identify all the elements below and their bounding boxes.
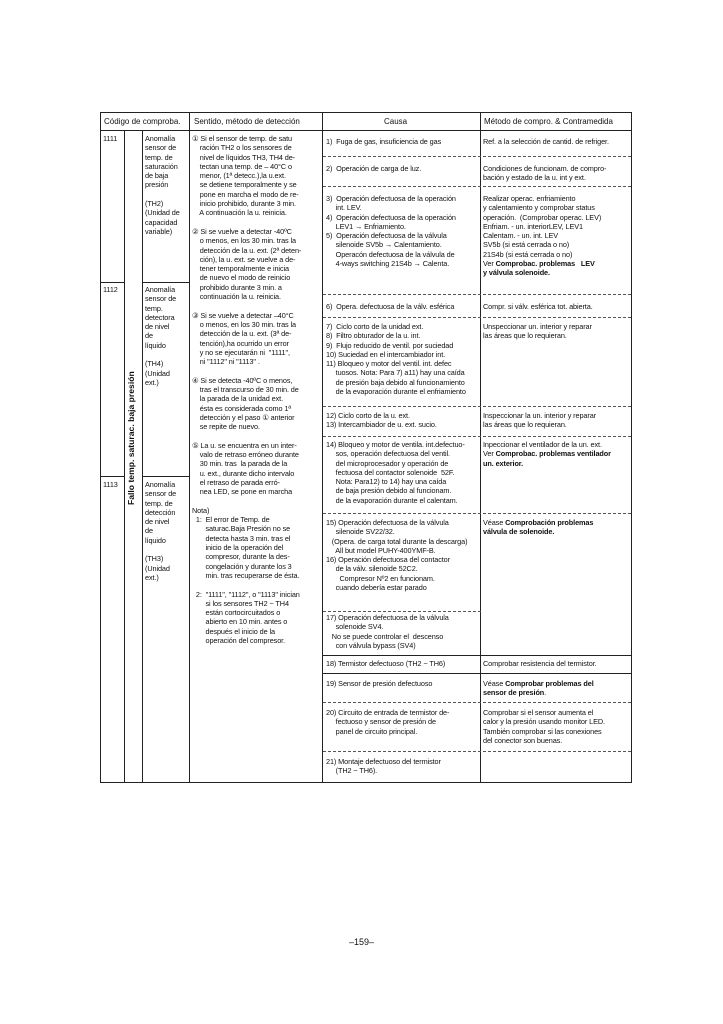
detection-text: ① Si el sensor de temp. de satu ración TH2 o los sensores de nivel de líquidos TH3, TH4 de- tectan una temp. de – 40°C o menor, (1ª detecc.),la u.ext. se detiene temporalmente y se pone en marcha el modo de re- inicio prohibido, durante 3 min. A continuación la u. reinicia. ② Si se vuelve a detectar -40ºC o menos, en los 30 min. tras la detección de la u. ext. (2ª deten- ción), la u. ext. se vuelve a de- tener temporalmente e inicia de nuevo el modo de reinicio prohibido durante 3 min. a continuación la u. reinicia. ③ Si se vuelve a detectar –40°C o menos, en los 30 min. tras la detección de la u. ext. (3ª de- tención),ha ocurrido un error y no se ejecutarán ni "1111", ni "1112" ni "1113" . ④ Si se detecta -40ºC o menos, tras el transcurso de 30 min. de la parada de la unidad ext. ésta es considerada como 1ª detección y el paso ① anterior se repite de nuevo. ⑤ La u. se encuentra en un inter- valo de retraso erróneo durante 30 min. tras la parada de la u. ext., durante dicho intervalo el retraso de parada erró- nea LED, se pone en marcha Nota) 1: El error de Temp. de saturac.Baja Presión no se detecta hasta 3 min. tras el inicio de la operación del compresor, durante la des- congelación y durante los 3 min. tras recuperarse de ésta. 2: "1111", "1112", o "1113" inician si los sensores TH2 ~ TH4 están cortocircuitados o abierto en 10 min. antes o después el inicio de la operación del compresor.	[192, 134, 302, 646]
row-separator	[323, 751, 631, 752]
divider-sense-cause	[322, 112, 323, 783]
code-1111: 1111	[103, 134, 118, 143]
method-18: Comprobar resistencia del termistor.	[483, 659, 597, 668]
method-14-text: Inpeccionar el ventilador de la un. ext. Ver	[483, 440, 602, 459]
divider-number-column	[124, 130, 125, 783]
row-separator	[323, 513, 631, 514]
header-underline	[100, 130, 632, 131]
divider-cause-method	[480, 112, 481, 783]
table-border-right	[631, 112, 632, 783]
table-border-left	[100, 112, 101, 783]
anomaly-1112: Anomalía sensor de temp. detectora de nivel de líquido (TH4) (Unidad ext.)	[145, 285, 177, 387]
row-separator	[323, 317, 631, 318]
row-separator-solid	[323, 673, 631, 674]
row-separator	[323, 611, 481, 612]
divider-side-label	[142, 130, 143, 783]
method-1: Ref. a la selección de cantid. de refriger.	[483, 137, 609, 146]
method-14-reference: Comprobac. problemas ventilador un. exterior.	[483, 449, 611, 468]
method-15-reference: Comprobación problemas válvula de solenoide.	[483, 518, 594, 537]
row-separator	[323, 186, 631, 187]
method-2: Condiciones de funcionam. de compro- bación y estado de la u. int y ext.	[483, 164, 607, 183]
method-3-text: Realizar operac. enfriamiento y calentamiento y comprobar status operación. (Comprobar operac. LEV) Enfriam. - un. interiorLEV, LEV1 Calentam. - un. int. LEV SV5b (si está cerrada o no) 21S4b (si está cerrada o no) Ver	[483, 194, 602, 269]
method-3-reference: Comprobac. problemas LEV y válvula solenoide.	[483, 259, 595, 278]
code-1112: 1112	[103, 285, 118, 294]
code-row-sep-1112-b	[142, 282, 190, 283]
page-number: –159–	[348, 937, 375, 947]
anomaly-1113: Anomalía sensor de temp. de detección de nivel de líquido (TH3) (Unidad ext.)	[145, 480, 177, 582]
side-label: Fallo temp. saturac. baja presión	[126, 371, 136, 505]
method-14	[483, 440, 611, 468]
divider-code-sense	[189, 112, 190, 783]
cause-14: 14) Bloqueo y motor de ventila. int.defectuo- sos, operación defectuosa del ventil. del microprocesador y operación de fectuosa del contactor solenoide 52F. Nota: Para12) to 14) hay una caída de baja presión debido al funcionam. de la evaporación durante el calentam.	[326, 440, 465, 505]
cause-17: 17) Operación defectuosa de la válvula solenoide SV4. No se puede controlar el descenso con válvula bypass (SV4)	[326, 613, 449, 650]
anomaly-1111: Anomalía sensor de temp. de saturación de baja presión (TH2) (Unidad de capacidad variable)	[145, 134, 180, 236]
cause-21: 21) Montaje defectuoso del termistor (TH2 ~ TH6).	[326, 757, 441, 776]
method-12: Inspeccionar la un. interior y reparar las áreas que lo requieran.	[483, 411, 597, 430]
row-separator	[323, 156, 631, 157]
cause-2: 2) Operación de carga de luz.	[326, 164, 422, 173]
row-separator	[323, 702, 631, 703]
cause-15-16: 15) Operación defectuosa de la válvula silenoide SV22/32. (Opera. de carga total durante la descarga) All but model PUHY-400YMF-B. 16) Operación defectuosa del contactor de la válv. silenoide 52C2. Compresor Nº2 en funcionam. cuando debería estar parado	[326, 518, 468, 593]
method-6: Compr. si válv. esférica tot. abierta.	[483, 302, 593, 311]
cause-12-13: 12) Ciclo corto de la u. ext. 13) Intercambiador de u. ext. sucio.	[326, 411, 437, 430]
row-separator-solid	[323, 655, 631, 656]
method-3	[483, 194, 601, 278]
cause-18: 18) Termistor defectuoso (TH2 ~ TH6)	[326, 659, 446, 668]
method-20: Comprobar si el sensor aumenta el calor y la presión usando monitor LED. También comprobar si las conexiones del conector son buenas.	[483, 708, 605, 745]
method-7: Unspeccionar un. interior y reparar las áreas que lo requieran.	[483, 322, 592, 341]
cause-7-11: 7) Ciclo corto de la unidad ext. 8) Filtro obturador de la u. int. 9) Flujo reducido de ventil. por suciedad 10) Suciedad en el intercambiador int. 11) Bloqueo y motor del ventil. int. defec tuosos. Nota: Para 7) a11) hay una caída de presión baja debido al funcionamiento de la evaporación durante el enfriamiento	[326, 322, 466, 397]
row-separator	[323, 406, 631, 407]
header-code: Código de comproba.	[104, 117, 181, 126]
cause-19: 19) Sensor de presión defectuoso	[326, 679, 433, 688]
method-19-end: .	[544, 688, 547, 698]
cause-3-5: 3) Operación defectuosa de la operación int. LEV. 4) Operación defectuosa de la operación LEV1 → Enfriamiento. 5) Operación defectuosa de la válvula silenoide SV5b → Calentamiento. Operacón defectuosa de la válvula de 4-ways switching 21S4b → Calenta.	[326, 194, 456, 269]
method-19-reference: Comprobar problemas del sensor de presión	[483, 679, 594, 698]
method-15	[483, 518, 593, 537]
table-border-bottom	[100, 782, 632, 783]
header-cause: Causa	[384, 117, 408, 126]
code-row-sep-1112	[100, 282, 125, 283]
header-sense: Sentido, método de detección	[194, 117, 300, 126]
cause-20: 20) Circuito de entrada de termistor de- fectuoso y sensor de presión de panel de circuito principal.	[326, 708, 450, 736]
method-19	[483, 679, 594, 698]
row-separator	[323, 294, 631, 295]
method-19-text: Véase	[483, 679, 506, 688]
header-method: Método de compro. & Contramedida	[484, 117, 613, 126]
cause-6: 6) Opera. defectuosa de la válv. esférica	[326, 302, 455, 311]
code-row-sep-1113-b	[142, 476, 190, 477]
code-1113: 1113	[103, 480, 118, 489]
method-15-text: Véase	[483, 518, 506, 527]
row-separator	[323, 436, 631, 437]
cause-1: 1) Fuga de gas, insuficiencia de gas	[326, 137, 442, 146]
code-row-sep-1113	[100, 476, 125, 477]
